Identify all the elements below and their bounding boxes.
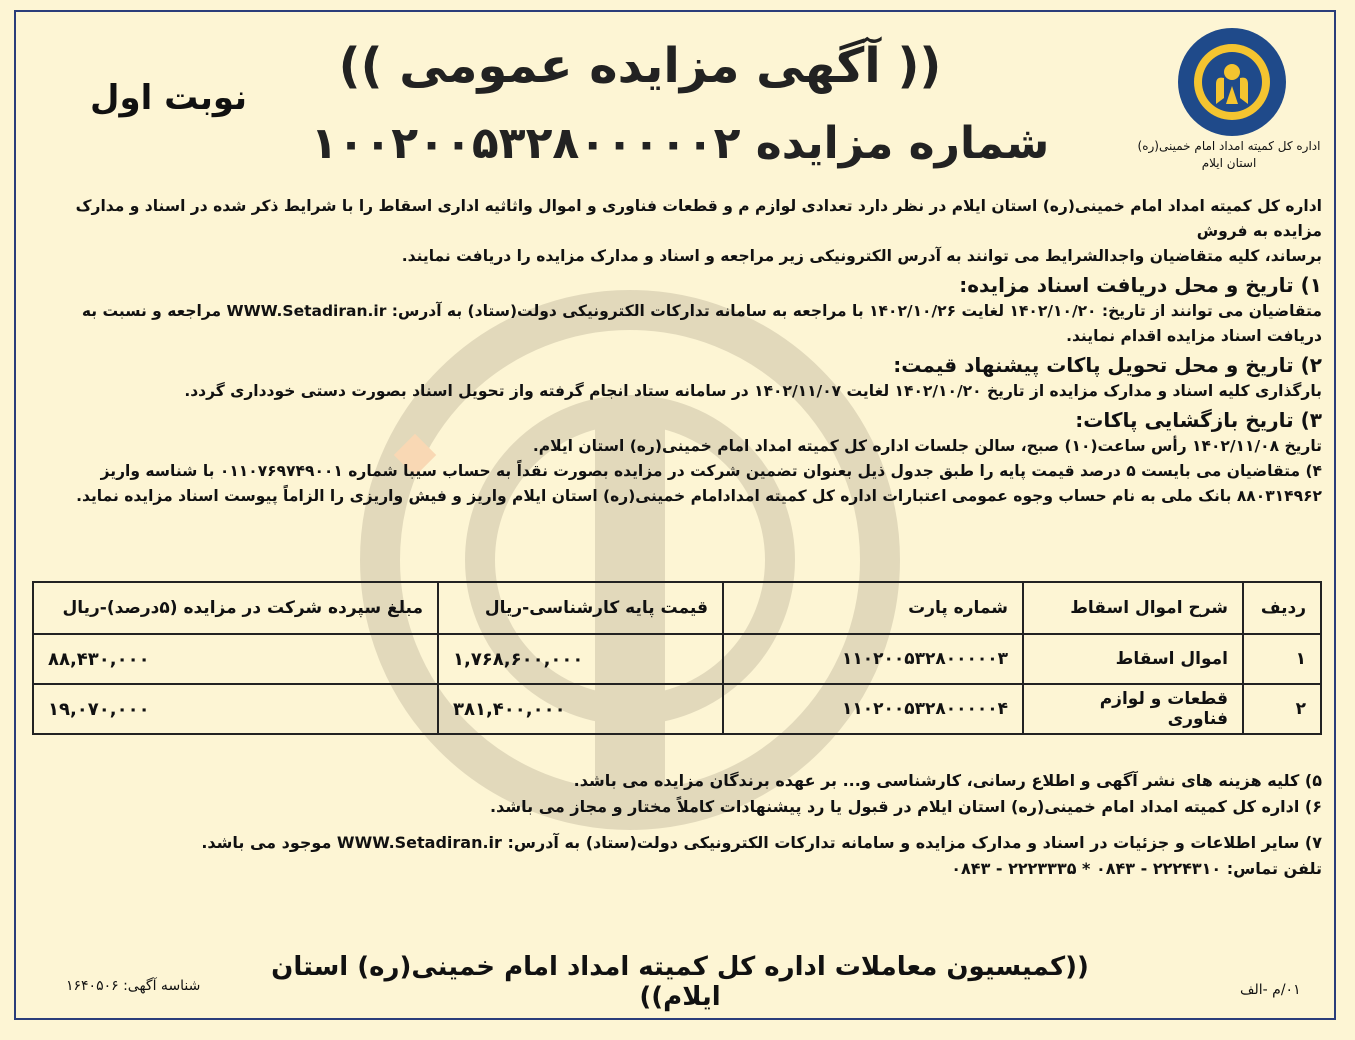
cell-deposit: ۱۹,۰۷۰,۰۰۰	[33, 684, 438, 734]
organization-name	[1134, 138, 1324, 172]
section1-line2: دریافت اسناد مزایده اقدام نمایند.	[1066, 327, 1322, 345]
table-row	[33, 634, 1321, 684]
ad-id: شناسه آگهی: ۱۶۴۰۵۰۶	[66, 978, 201, 994]
section2-title: ۲) تاریخ و محل تحویل پاکات پیشنهاد قیمت:	[893, 353, 1322, 377]
cell-row-number: ۲	[1243, 684, 1321, 734]
ad-notes	[34, 768, 1322, 882]
auction-number: شماره مزایده ۱۰۰۲۰۰۵۳۲۸۰۰۰۰۰۲	[310, 118, 1050, 169]
ad-title: (( آگهی مزایده عمومی ))	[338, 38, 942, 94]
section3-line1: تاریخ ۱۴۰۲/۱۱/۰۸ رأس ساعت(۱۰) صبح، سالن جلسات اداره کل کمیته امداد امام خمینی(ره) استان ایلام.	[532, 437, 1322, 455]
cell-deposit: ۸۸,۴۳۰,۰۰۰	[33, 634, 438, 684]
table-row	[33, 684, 1321, 734]
cell-row-number: ۱	[1243, 634, 1321, 684]
cell-description: قطعات و لوازم فناوری	[1023, 684, 1243, 734]
cell-base-price: ۳۸۱,۴۰۰,۰۰۰	[438, 684, 723, 734]
cell-part-number: ۱۱۰۲۰۰۵۳۲۸۰۰۰۰۰۴	[723, 684, 1023, 734]
table-header-row	[33, 582, 1321, 634]
header-deposit: مبلغ سپرده شرکت در مزایده (۵درصد)-ریال	[33, 582, 438, 634]
note-5: ۵) کلیه هزینه های نشر آگهی و اطلاع رسانی، کارشناسی و... بر عهده برندگان مزایده می باشد.	[573, 771, 1322, 790]
imam-khomeini-relief-emblem-logo	[1176, 26, 1288, 138]
cell-description: اموال اسقاط	[1023, 634, 1243, 684]
intro-line2: برساند، کلیه متقاضیان واجدالشرایط می توانند به آدرس الکترونیکی زیر مراجعه و اسناد و مدارک مزایده را دریافت نمایند.	[401, 247, 1322, 265]
section1-line1: متقاضیان می توانند از تاریخ: ۱۴۰۲/۱۰/۲۰ لغایت ۱۴۰۲/۱۰/۲۶ با مراجعه به سامانه تدارکات الکترونیکی دولت(ستاد) به آدرس: WWW.Setadiran.ir مراجعه و نسبت به	[81, 302, 1322, 320]
section2-line1: بارگذاری کلیه اسناد و مدارک مزایده از تاریخ ۱۴۰۲/۱۰/۲۰ لغایت ۱۴۰۲/۱۱/۰۷ در سامانه ستاد انجام گرفته واز تحویل اسناد بصورت دستی خودداری گردد.	[184, 382, 1322, 400]
header-part-number: شماره پارت	[723, 582, 1023, 634]
note-7: ۷) سایر اطلاعات و جزئیات در اسناد و مدارک مزایده و سامانه تدارکات الکترونیکی دولت(ستاد) به آدرس: WWW.Setadiran.ir موجود می باشد.	[201, 833, 1322, 852]
auction-items-table	[32, 581, 1322, 735]
commission-signature: ((کمیسیون معاملات اداره کل کمیته امداد امام خمینی(ره) استان ایلام))	[271, 952, 1089, 1012]
contact-phone: تلفن تماس: ۲۲۲۴۳۱۰ - ۰۸۴۳ * ۲۲۲۳۳۳۵ - ۰۸۴۳	[951, 859, 1322, 878]
section4-line1: ۴) متقاضیان می بایست ۵ درصد قیمت پایه را طبق جدول ذیل بعنوان تضمین شرکت در مزایده بصورت نقداً به حساب سیبا شماره ۰۱۱۰۷۶۹۷۴۹۰۰۱ با شناسه واریز	[100, 462, 1322, 480]
section1-title: ۱) تاریخ و محل دریافت اسناد مزایده:	[959, 273, 1322, 297]
header-row-number: ردیف	[1243, 582, 1321, 634]
ad-body	[34, 194, 1322, 509]
cell-base-price: ۱,۷۶۸,۶۰۰,۰۰۰	[438, 634, 723, 684]
section3-title: ۳) تاریخ بازگشایی پاکات:	[1075, 408, 1322, 432]
ad-code: ۰۱/م -الف	[1240, 982, 1301, 998]
cell-part-number: ۱۱۰۲۰۰۵۳۲۸۰۰۰۰۰۳	[723, 634, 1023, 684]
section4-line2: ۸۸۰۳۱۴۹۶۲ بانک ملی به نام حساب وجوه عمومی اعتبارات اداره کل کمیته امدادامام خمینی(ره) استان ایلام واریز و فیش واریزی را الزاماً پیوست اسناد مزایده نماید.	[76, 487, 1322, 505]
note-6: ۶) اداره کل کمیته امداد امام خمینی(ره) استان ایلام در قبول یا رد پیشنهادات کاملاً مختار و مجاز می باشد.	[490, 797, 1322, 816]
org-name-line1: اداره کل کمیته امداد امام خمینی(ره)	[1137, 139, 1321, 153]
header-description: شرح اموال اسقاط	[1023, 582, 1243, 634]
header-base-price: قیمت پایه کارشناسی-ریال	[438, 582, 723, 634]
publication-turn: نوبت اول	[90, 78, 247, 118]
org-name-line2: استان ایلام	[1201, 156, 1257, 170]
intro-line1: اداره کل کمیته امداد امام خمینی(ره) استان ایلام در نظر دارد تعدادی لوازم م و قطعات فناوری و اموال واثاثیه اداری اسقاط را با شرایط ذکر شده در اسناد و مدارک مزایده به فروش	[75, 197, 1322, 240]
